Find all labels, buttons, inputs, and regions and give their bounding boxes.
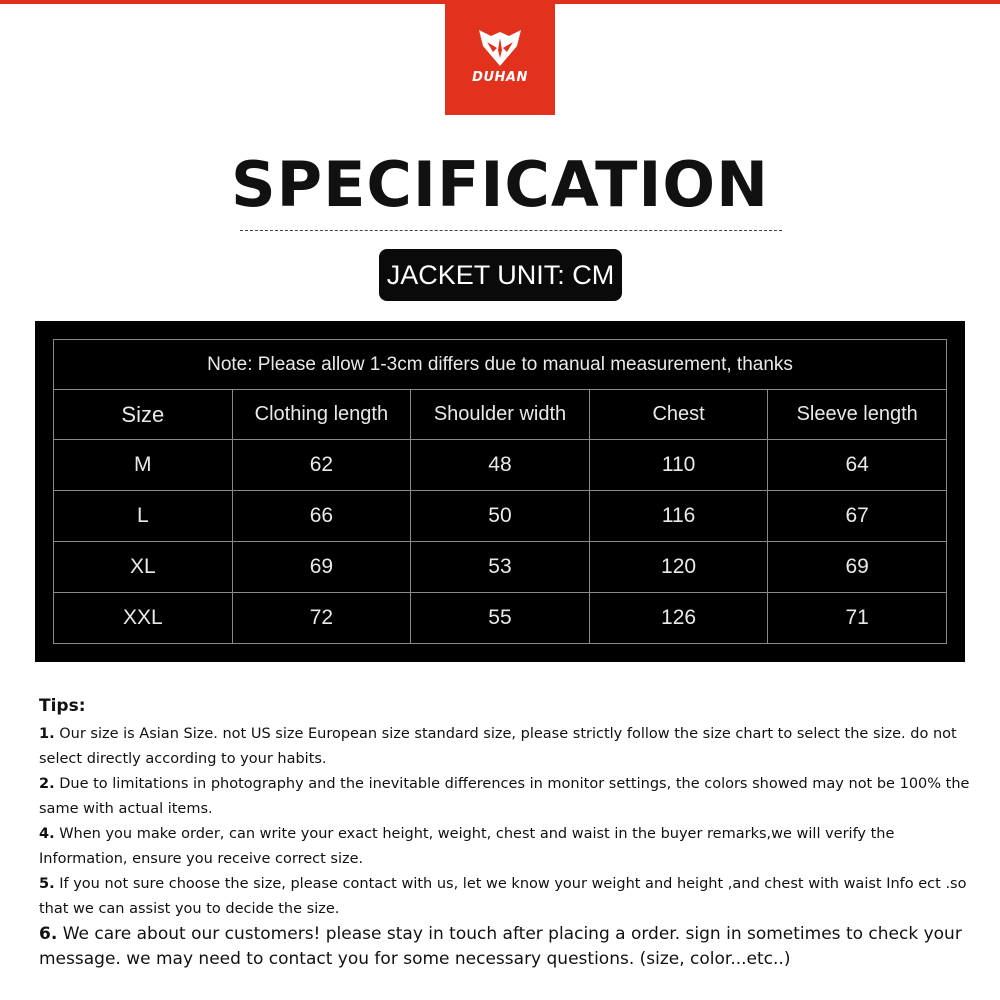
size-cell: XL [54,542,233,593]
tip-item [39,922,974,972]
page-title: SPECIFICATION [230,148,770,221]
shoulder-width-cell: 48 [411,440,590,491]
chest-cell: 120 [589,542,768,593]
table-row [54,440,947,491]
tip-item [39,822,974,872]
tip-item [39,772,974,822]
clothing-length-cell: 72 [232,593,411,644]
tip-text: We care about our customers! please stay in touch after placing a order. sign in sometimes to check your message. we may need to contact you for some necessary questions. (size, color...etc..) [39,924,962,969]
column-header-clothing-length: Clothing length [232,390,411,440]
note-row [54,340,947,390]
table-row [54,542,947,593]
measurement-note: Note: Please allow 1-3cm differs due to manual measurement, thanks [54,340,947,390]
tip-number: 5. [39,876,55,892]
unit-badge: JACKET UNIT: CM [379,249,622,301]
chest-cell: 110 [589,440,768,491]
tips-title: Tips: [39,696,86,716]
sleeve-length-cell: 64 [768,440,947,491]
tip-text: Our size is Asian Size. not US size European size standard size, please strictly follow the size chart to select the size. do not select directly according to your habits. [39,726,957,767]
tips-section [39,696,974,972]
sleeve-length-cell: 69 [768,542,947,593]
tip-number: 4. [39,826,55,842]
table-row [54,491,947,542]
clothing-length-cell: 62 [232,440,411,491]
tip-item [39,872,974,922]
column-header-size: Size [54,390,233,440]
header-row [54,390,947,440]
tip-item [39,722,974,772]
sleeve-length-cell: 71 [768,593,947,644]
tip-number: 2. [39,776,55,792]
shoulder-width-cell: 50 [411,491,590,542]
size-cell: XXL [54,593,233,644]
column-header-shoulder-width: Shoulder width [411,390,590,440]
logo-wordmark: DUHAN [472,70,528,85]
tip-text: If you not sure choose the size, please contact with us, let we know your weight and height ,and chest with waist Info ect .so that we can assist you to decide the size. [39,876,967,917]
shoulder-width-cell: 53 [411,542,590,593]
dashed-divider [240,230,782,231]
shoulder-width-cell: 55 [411,593,590,644]
sleeve-length-cell: 67 [768,491,947,542]
chest-cell: 126 [589,593,768,644]
column-header-chest: Chest [589,390,768,440]
tip-text: When you make order, can write your exact height, weight, chest and waist in the buyer remarks,we will verify the Information, ensure you receive correct size. [39,826,895,867]
size-cell: L [54,491,233,542]
fox-head-icon [477,28,523,68]
chest-cell: 116 [589,491,768,542]
size-chart-table [53,339,947,644]
tip-number: 1. [39,726,55,742]
tip-number: 6. [39,924,58,944]
size-cell: M [54,440,233,491]
column-header-sleeve-length: Sleeve length [768,390,947,440]
brand-logo [445,0,555,115]
clothing-length-cell: 66 [232,491,411,542]
tip-text: Due to limitations in photography and the inevitable differences in monitor settings, the colors showed may not be 100% the same with actual items. [39,776,970,817]
size-chart-panel [35,321,965,662]
table-row [54,593,947,644]
clothing-length-cell: 69 [232,542,411,593]
